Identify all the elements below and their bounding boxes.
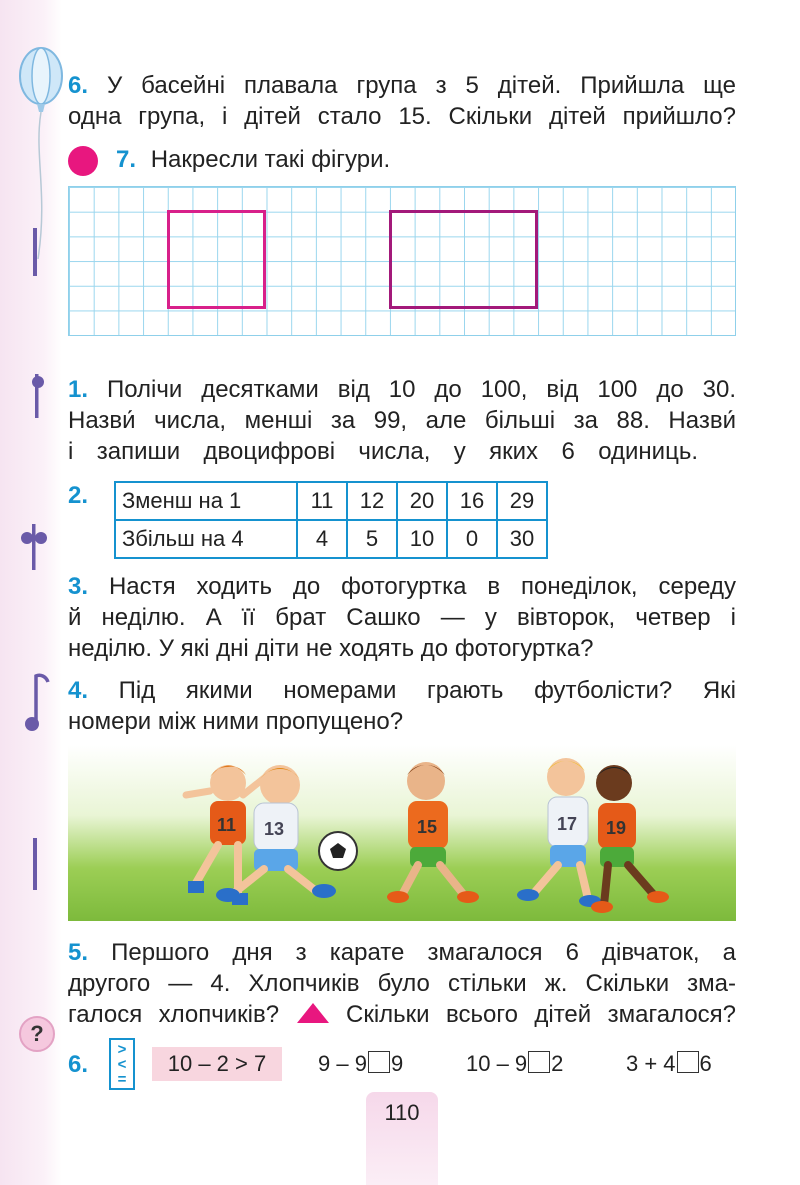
greater-sign: >	[117, 1041, 127, 1058]
task-number: 2.	[68, 482, 89, 509]
task-text: й неділю. А її брат Сашко — у вівторок, четвер і	[68, 604, 736, 631]
table-row	[115, 520, 547, 558]
table-cell: 5	[347, 520, 397, 558]
task-number: 5.	[68, 939, 89, 966]
expr-right: 2	[551, 1051, 564, 1076]
comparison-expr	[466, 1051, 563, 1077]
jersey-number: 11	[217, 815, 237, 835]
table-cell: 0	[447, 520, 497, 558]
row-label: Зменш на 1	[115, 482, 297, 520]
task-text: номери між ними пропущено?	[68, 708, 404, 735]
table-cell: 16	[447, 482, 497, 520]
balloon-icon	[16, 44, 66, 264]
help-icon[interactable]: ?	[19, 1016, 55, 1052]
football-illustration	[68, 745, 736, 921]
margin-mark	[33, 228, 37, 276]
expr-left: 9 – 9	[318, 1051, 367, 1076]
equal-sign: =	[117, 1071, 127, 1088]
task-text: Накресли такі фігури.	[150, 146, 391, 173]
table-cell: 20	[397, 482, 447, 520]
task-text: Настя ходить до фотогуртка в понеділок, середу	[108, 573, 737, 600]
table-row	[115, 482, 547, 520]
jersey-number: 13	[264, 819, 285, 839]
comparison-expr	[318, 1051, 403, 1077]
task-number: 6.	[68, 1051, 89, 1078]
rectangle-figure	[389, 210, 538, 309]
pink-dot-icon	[68, 146, 98, 176]
expr-right: 9	[390, 1051, 404, 1076]
player-19	[591, 765, 669, 913]
task-text: У басейні плавала група з 5 дітей. Прийшла ще	[106, 72, 736, 99]
example-expression: 10 – 2 > 7	[152, 1047, 282, 1081]
task-text: Полічи десятками від 10 до 100, від 100 до 30.	[106, 376, 736, 403]
top-task-7	[116, 144, 390, 175]
jersey-number: 15	[417, 817, 438, 837]
task-text: і запиши двоцифрові числа, у яких 6 одиниць.	[68, 438, 698, 465]
quarter-note-icon	[20, 670, 52, 734]
table-cell: 12	[347, 482, 397, 520]
jersey-number: 19	[606, 818, 627, 838]
note-mark-icon	[26, 372, 50, 420]
margin-mark	[33, 838, 37, 890]
expr-right: 6	[699, 1051, 712, 1076]
task-text: Назви́ числа, менші за 99, але більші за 88. Назви́	[68, 407, 736, 434]
task-text: неділю. У які дні діти не ходять до фотогуртка?	[68, 635, 594, 662]
player-17	[517, 758, 601, 907]
task-1	[68, 374, 736, 467]
table-cell: 10	[397, 520, 447, 558]
task-text: Скільки всього дітей змагалося?	[346, 1001, 737, 1028]
task-text: галося хлопчиків?	[68, 1001, 280, 1028]
task-5	[68, 937, 736, 1030]
task-number: 4.	[68, 677, 89, 704]
answer-box[interactable]	[368, 1051, 390, 1073]
comparison-signs	[109, 1038, 135, 1090]
task-number: 7.	[116, 146, 137, 173]
soccer-ball-icon	[319, 832, 357, 870]
task-text: Першого дня з карате змагалося 6 дівчаток, а	[111, 939, 736, 966]
operations-table	[114, 481, 548, 559]
task-text: Під якими номерами грають футболісти? Які	[118, 677, 736, 704]
table-cell: 11	[297, 482, 347, 520]
answer-box[interactable]	[677, 1051, 699, 1073]
triangle-icon	[296, 1002, 330, 1024]
square-figure	[167, 210, 266, 309]
comparison-expr	[626, 1051, 712, 1077]
task-4	[68, 675, 736, 737]
task-text: одна група, і дітей стало 15. Скільки дітей прийшло?	[68, 103, 736, 130]
expr-left: 3 + 4	[626, 1051, 676, 1076]
table-cell: 29	[497, 482, 547, 520]
task-number: 6.	[68, 72, 89, 99]
row-label: Збільш на 4	[115, 520, 297, 558]
player-15	[387, 762, 479, 903]
task-number: 3.	[68, 573, 89, 600]
task-number: 1.	[68, 376, 89, 403]
task-text: другого — 4. Хлопчиків було стільки ж. Скільки зма-	[68, 970, 736, 997]
table-cell: 30	[497, 520, 547, 558]
top-task-6	[68, 70, 736, 132]
less-sign: <	[117, 1056, 127, 1073]
expr-left: 10 – 9	[466, 1051, 528, 1076]
players-drawing	[68, 745, 736, 921]
jersey-number: 17	[557, 814, 578, 834]
task-3	[68, 571, 736, 664]
page-number: 110	[366, 1092, 438, 1185]
double-note-icon	[18, 522, 50, 572]
answer-box[interactable]	[528, 1051, 550, 1073]
table-cell: 4	[297, 520, 347, 558]
